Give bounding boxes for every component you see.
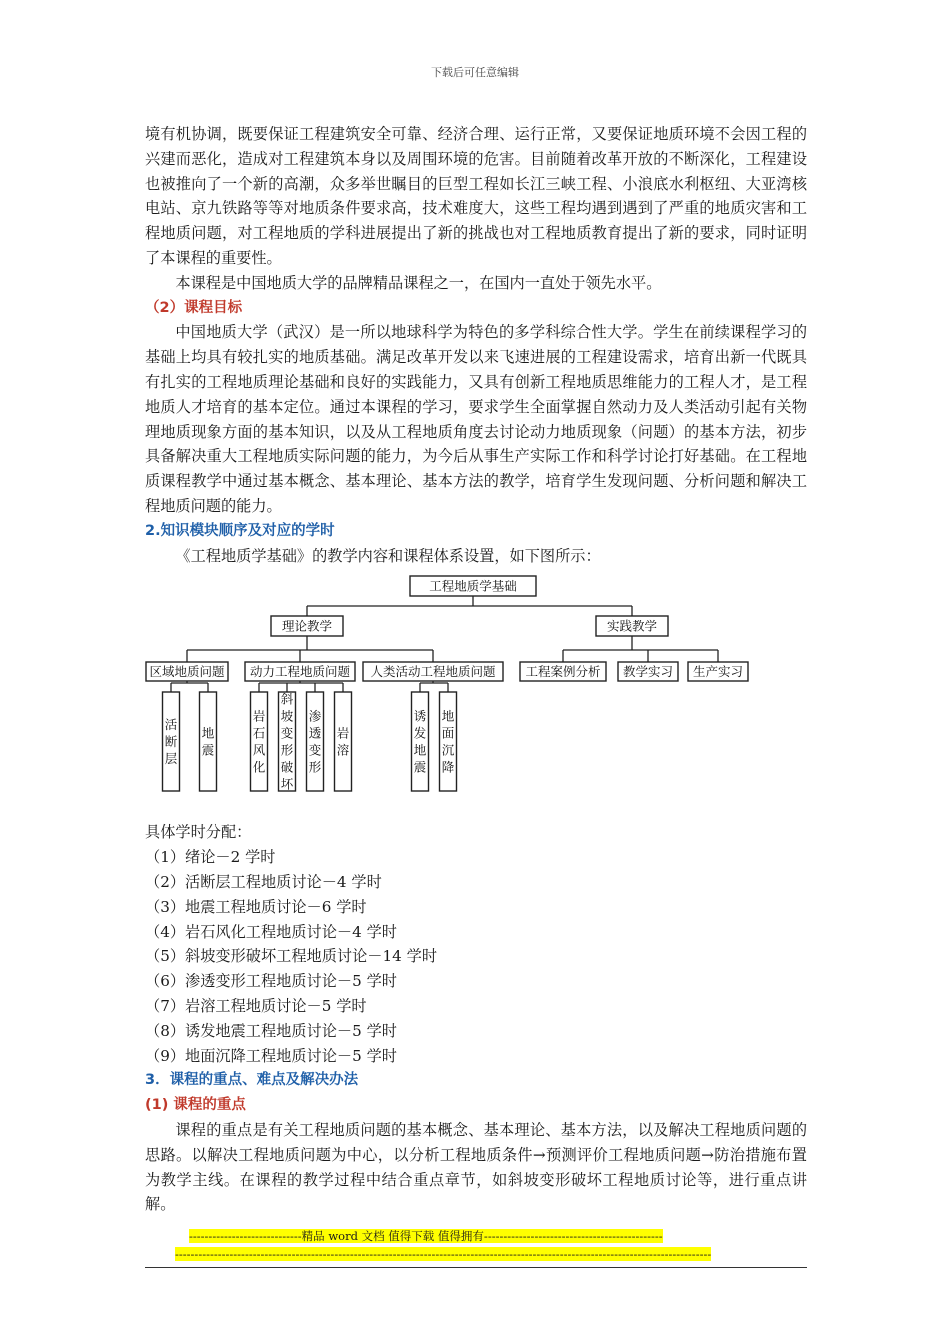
footer-banner: -----------------------------精品 word 文档 值得下载 值得拥有---------------------------------------------- [189, 1229, 663, 1243]
leaf-node-char: 化 [252, 759, 266, 775]
hours-list [145, 845, 807, 1068]
leaf-node-char: 面 [441, 725, 455, 741]
leaf-node [279, 692, 296, 792]
leaf-node-char: 发 [413, 725, 427, 741]
intro-paragraph: 境有机协调，既要保证工程建筑安全可靠、经济合理、运行正常，又要保证地质环境不会因工程的兴建而恶化，造成对工程建筑本身以及周围环境的危害。目前随着改革开放的不断深化，工程建设也被推向了一个新的高潮，众多举世瞩目的巨型工程如长江三峡工程、小浪底水利枢纽、大亚湾核电站、京九铁路等等对地质条件要求高，技术难度大，这些工程均遇到遇到了严重的地质灾害和工程地质问题，对工程地质的学科进展提出了新的挑战也对工程地质教育提出了新的要求，同时证明了本课程的重要性。 [145, 125, 807, 267]
leaf-node-char: 沉 [441, 742, 455, 758]
leaf-node [163, 692, 180, 791]
footer-dashes: ------------------------------------------------------------------------------------------------------------------------------------------ [175, 1247, 712, 1261]
document-body [145, 122, 807, 1217]
leaf-node-char: 断 [164, 734, 178, 750]
footer-rule [145, 1267, 807, 1268]
practice-child-node-label: 工程案例分析 [525, 664, 601, 680]
theory-child-node [245, 662, 355, 681]
leaf-node [440, 692, 457, 791]
theory-child-node-label: 区域地质问题 [149, 664, 225, 680]
leaf-node-char: 变 [308, 742, 322, 758]
leaf-node-char: 斜 [280, 691, 294, 707]
hours-item: （6）渗透变形工程地质讨论－5 学时 [145, 972, 397, 991]
leaf-node-char: 透 [308, 725, 322, 741]
key-points-heading: 3．课程的重点、难点及解决办法 [145, 1072, 359, 1089]
modules-intro: 《工程地质学基础》的教学内容和课程体系设置，如下图所示： [175, 546, 601, 565]
practice-node [596, 616, 668, 636]
leaf-node-char: 风 [252, 742, 266, 758]
goal-heading: （2）课程目标 [145, 299, 243, 316]
practice-child-node [688, 662, 748, 681]
leaf-node-char: 降 [441, 759, 455, 775]
leaf-node-char: 破 [280, 759, 294, 775]
leaf-node-char: 地 [441, 708, 455, 724]
key-points-subheading: (1) 课程的重点 [145, 1097, 246, 1114]
leaf-node-frame [440, 692, 457, 791]
leaf-node-char: 坡 [280, 708, 294, 724]
hours-item: （8）诱发地震工程地质讨论－5 学时 [145, 1021, 397, 1040]
theory-child-node [363, 662, 503, 681]
theory-node-label: 理论教学 [281, 618, 333, 634]
leaf-node-char: 坏 [280, 776, 294, 792]
leaf-node-char: 溶 [336, 742, 350, 758]
theory-child-node [146, 662, 228, 681]
leaf-node [200, 692, 217, 791]
practice-child-node-label: 生产实习 [692, 664, 744, 680]
leaf-node-char: 变 [280, 725, 294, 741]
hours-item: （9）地面沉降工程地质讨论－5 学时 [145, 1046, 397, 1065]
theory-child-node-label: 人类活动工程地质问题 [370, 664, 496, 680]
leaf-node-char: 石 [252, 725, 266, 741]
hours-item: （1）绪论－2 学时 [145, 848, 276, 867]
leaf-node-char: 地 [201, 725, 215, 741]
hours-title: 具体学时分配： [145, 823, 252, 842]
leaf-node [412, 692, 429, 791]
leaf-node-char: 诱 [413, 708, 427, 724]
leaf-node-frame [412, 692, 429, 791]
practice-node-label: 实践教学 [606, 618, 658, 634]
leaf-node-frame [251, 692, 268, 791]
practice-child-node-label: 教学实习 [622, 664, 674, 680]
theory-child-node-label: 动力工程地质问题 [249, 664, 351, 680]
practice-child-node [520, 662, 606, 681]
hours-item: （2）活断层工程地质讨论－4 学时 [145, 872, 382, 891]
root-node-label: 工程地质学基础 [429, 578, 517, 594]
leaf-node-char: 震 [201, 742, 215, 758]
leaf-node-char: 形 [280, 742, 294, 758]
practice-child-node [618, 662, 678, 681]
leaf-node [307, 692, 324, 791]
root-node [410, 576, 536, 596]
leaf-node-char: 岩 [336, 725, 350, 741]
hours-item: （3）地震工程地质讨论－6 学时 [145, 897, 367, 916]
leaf-node-char: 形 [308, 759, 322, 775]
hours-item: （4）岩石风化工程地质讨论－4 学时 [145, 922, 397, 941]
page-header: 下载后可任意编辑 [431, 66, 519, 79]
page-footer [145, 1227, 807, 1268]
hours-item: （5）斜坡变形破坏工程地质讨论－14 学时 [145, 947, 438, 966]
course-structure-svg [145, 570, 807, 820]
hours-item: （7）岩溶工程地质讨论－5 学时 [145, 996, 367, 1015]
leaf-node-char: 渗 [308, 708, 322, 724]
goal-paragraph: 中国地质大学（武汉）是一所以地球科学为特色的多学科综合性大学。学生在前续课程学习的基础上均具有较扎实的地质基础。满足改革开发以来飞速进展的工程建设需求，培育出新一代既具有扎实的工程地质理论基础和良好的实践能力，又具有创新工程地质思维能力的工程人才，是工程地质人才培育的基本定位。通过本课程的学习，要求学生全面掌握自然动力及人类活动引起有关物理地质现象方面的基本知识，以及从工程地质角度去讨论动力地质现象（问题）的基本方法，初步具备解决重大工程地质实际问题的能力，为今后从事生产实际工作和科学讨论打好基础。在工程地质课程教学中通过基本概念、基本理论、基本方法的教学，培育学生发现问题、分析问题和解决工程地质问题的能力。 [145, 323, 807, 515]
leaf-node [335, 692, 352, 791]
leaf-node [251, 692, 268, 791]
key-points-paragraph: 课程的重点是有关工程地质问题的基本概念、基本理论、基本方法，以及解决工程地质问题的思路。以解决工程地质问题为中心，以分析工程地质条件→预测评价工程地质问题→防治措施布置为教学主线。在课程的教学过程中结合重点章节，如斜坡变形破坏工程地质讨论等，进行重点讲解。 [145, 1120, 807, 1214]
theory-node [271, 616, 343, 636]
leaf-node-char: 活 [164, 717, 178, 733]
modules-heading: 2.知识模块顺序及对应的学时 [145, 522, 335, 539]
leaf-node-frame [335, 692, 352, 791]
leaf-node-frame [307, 692, 324, 791]
leaf-node-char: 岩 [252, 708, 266, 724]
course-structure-diagram [145, 570, 807, 820]
brand-paragraph: 本课程是中国地质大学的品牌精品课程之一，在国内一直处于领先水平。 [175, 273, 662, 292]
leaf-node-char: 地 [413, 742, 427, 758]
leaf-node-frame [200, 692, 217, 791]
leaf-node-char: 震 [413, 759, 427, 775]
leaf-node-char: 层 [164, 751, 178, 767]
